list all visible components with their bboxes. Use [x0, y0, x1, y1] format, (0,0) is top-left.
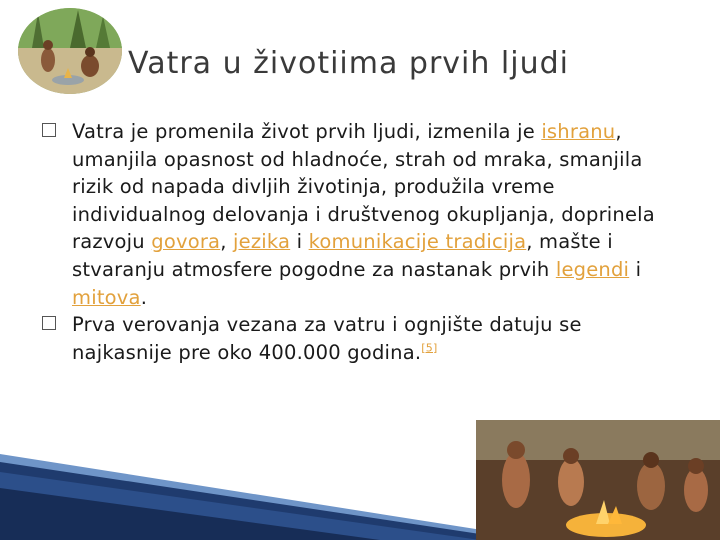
reference-link[interactable]: [5] — [421, 341, 438, 355]
link-tradicija[interactable]: tradicija — [445, 230, 527, 254]
square-bullet-icon — [42, 123, 56, 137]
text-span: i — [290, 230, 309, 254]
text-span: i — [629, 257, 642, 281]
link-govora[interactable]: govora — [151, 230, 221, 254]
text-span: , mašte i stvaranju atmosfere pogodne za nastanak prvih — [72, 230, 613, 281]
link-mitova[interactable]: mitova — [72, 285, 141, 309]
slide-title: Vatra u životiima prvih ljudi — [128, 46, 569, 81]
link-ishranu[interactable]: ishranu — [541, 120, 616, 143]
link-komunikacije[interactable]: komunikacije — [308, 230, 446, 254]
text-span: Prva verovanja vezana za vatru i ognjište datuju se najkasnije pre oko 400.000 godina. — [72, 313, 582, 364]
slide-body — [42, 118, 682, 366]
square-bullet-icon — [42, 316, 56, 330]
text-span: , — [220, 230, 234, 254]
text-span: Vatra je promenila život prvih ljudi, izmenila je — [72, 120, 542, 143]
decorative-blue-stripes — [0, 448, 520, 540]
bullet-paragraph-2 — [42, 311, 682, 366]
cavemen-fire-photo — [476, 420, 720, 540]
bullet-paragraph-1 — [42, 118, 682, 311]
header-logo-image — [18, 8, 122, 94]
link-jezika[interactable]: jezika — [233, 230, 291, 254]
link-legendi[interactable]: legendi — [555, 257, 630, 281]
text-span: . — [140, 285, 148, 309]
text-span: , umanjila opasnost od hladnoće, strah od mraka, smanjila rizik od napada divljih životinja, produžila vreme individualnog delovanja i društvenog okupljanja, doprinela razvoju — [72, 120, 655, 254]
